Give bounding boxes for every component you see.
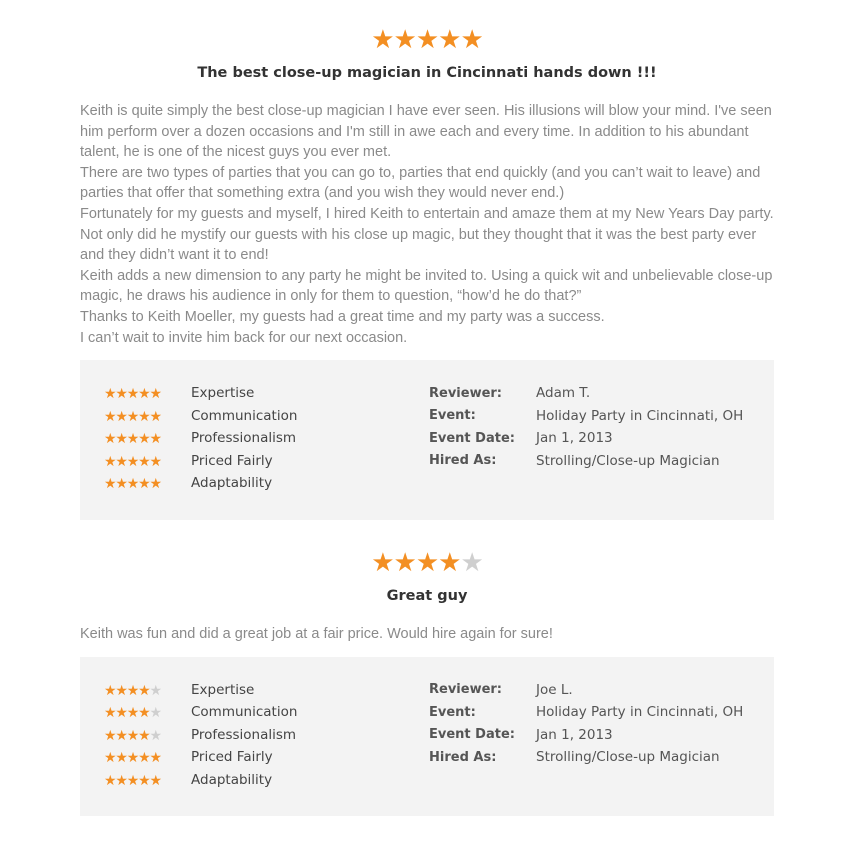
star-icon: ★: [149, 475, 161, 492]
category-label: Professionalism: [191, 726, 297, 743]
star-icon: ★: [149, 681, 161, 698]
category-row: [104, 701, 297, 724]
star-icon: ★: [371, 547, 394, 577]
star-icon: ★: [126, 452, 139, 469]
category-stars: [104, 772, 191, 788]
star-icon: ★: [415, 547, 439, 577]
star-icon: ★: [393, 24, 416, 54]
category-row: [104, 427, 297, 450]
meta-row: [429, 679, 743, 702]
star-icon: ★: [438, 547, 461, 577]
star-icon: ★: [104, 704, 116, 721]
star-icon: ★: [149, 407, 161, 424]
review-paragraph: Fortunately for my guests and myself, I hired Keith to entertain and amaze them at my New Years Day party. Not only did he mystify our guests with his close up magic, but they thought that it was the best party ever and they didn’t want it to end!: [80, 205, 774, 264]
meta-row: [429, 382, 743, 405]
category-stars: [104, 475, 191, 491]
star-icon: ★: [104, 407, 116, 424]
star-icon: ★: [149, 452, 161, 469]
meta-key: Event:: [429, 704, 476, 720]
category-stars: [104, 704, 191, 720]
star-icon: ★: [104, 385, 116, 402]
category-stars: [104, 749, 191, 765]
category-row: [104, 746, 297, 769]
star-icon: ★: [460, 24, 483, 54]
star-icon: ★: [415, 24, 439, 54]
star-icon: ★: [104, 771, 116, 788]
star-icon: ★: [126, 475, 139, 492]
meta-key: Hired As:: [429, 453, 497, 469]
star-icon: ★: [126, 407, 139, 424]
star-icon: ★: [149, 749, 161, 766]
overall-rating: [80, 24, 774, 54]
review-meta: [429, 679, 743, 769]
star-icon: ★: [126, 704, 139, 721]
meta-row: [429, 427, 743, 450]
review-details-panel: [80, 657, 774, 816]
star-icon: ★: [115, 385, 127, 402]
star-icon: ★: [138, 681, 150, 698]
meta-row: [429, 746, 743, 769]
category-row: [104, 472, 297, 495]
category-stars: [104, 385, 191, 401]
star-icon: ★: [126, 749, 139, 766]
star-icon: ★: [149, 726, 161, 743]
review-paragraph: I can’t wait to invite him back for our next occasion.: [80, 329, 408, 346]
star-icon: ★: [393, 547, 416, 577]
category-stars: [104, 453, 191, 469]
star-icon: ★: [138, 726, 150, 743]
category-row: [104, 405, 297, 428]
star-icon: ★: [115, 704, 127, 721]
star-icon: ★: [115, 681, 127, 698]
meta-key: Event Date:: [429, 430, 515, 446]
category-label: Adaptability: [191, 771, 273, 788]
star-icon: ★: [149, 430, 161, 447]
category-ratings: [104, 382, 297, 495]
category-label: Adaptability: [191, 475, 273, 492]
category-label: Communication: [191, 407, 298, 424]
star-icon: ★: [104, 749, 116, 766]
event-name: Holiday Party in Cincinnati, OH: [536, 704, 744, 721]
star-icon: ★: [115, 452, 127, 469]
review-card: [80, 24, 774, 520]
meta-key: Reviewer:: [429, 385, 503, 401]
star-icon: ★: [138, 771, 150, 788]
category-row: [104, 382, 297, 405]
star-icon: ★: [138, 452, 150, 469]
review-meta: [429, 382, 743, 472]
review-paragraph: Thanks to Keith Moeller, my guests had a great time and my party was a success.: [80, 308, 605, 325]
review-body: [80, 624, 774, 645]
review-paragraph: Keith adds a new dimension to any party he might be invited to. Using a quick wit and unbelievable close-up magic, he draws his audience in only for them to question, “how’d he do that?”: [80, 267, 773, 305]
star-icon: ★: [126, 385, 139, 402]
category-label: Professionalism: [191, 430, 297, 447]
review-title: The best close-up magician in Cincinnati hands down !!!: [197, 65, 657, 81]
event-date: Jan 1, 2013: [536, 726, 613, 743]
star-icon: ★: [138, 430, 150, 447]
category-stars: [104, 682, 191, 698]
event-date: Jan 1, 2013: [536, 430, 613, 447]
review-body: [80, 101, 774, 348]
star-icon: ★: [371, 24, 394, 54]
star-icon: ★: [138, 749, 150, 766]
star-icon: ★: [126, 771, 139, 788]
category-label: Priced Fairly: [191, 749, 273, 766]
meta-row: [429, 405, 743, 428]
star-icon: ★: [115, 475, 127, 492]
meta-key: Event:: [429, 408, 476, 424]
category-label: Communication: [191, 704, 298, 721]
review-card: [80, 547, 774, 816]
star-icon: ★: [149, 385, 161, 402]
meta-row: [429, 724, 743, 747]
review-paragraph: Keith is quite simply the best close-up magician I have ever seen. His illusions will blow your mind. I've seen him perform over a dozen occasions and I'm still in awe each and every time. In addition to his abundant talent, he is one of the nicest guys you ever met.: [80, 103, 772, 161]
star-icon: ★: [460, 547, 483, 577]
category-stars: [104, 727, 191, 743]
reviewer-name: Adam T.: [536, 385, 591, 402]
category-stars: [104, 430, 191, 446]
star-icon: ★: [115, 771, 127, 788]
star-icon: ★: [126, 726, 139, 743]
meta-key: Hired As:: [429, 749, 497, 765]
star-icon: ★: [104, 726, 116, 743]
category-row: [104, 769, 297, 792]
star-icon: ★: [104, 681, 116, 698]
category-label: Priced Fairly: [191, 452, 273, 469]
star-icon: ★: [104, 475, 116, 492]
category-stars: [104, 408, 191, 424]
star-icon: ★: [138, 407, 150, 424]
star-icon: ★: [104, 452, 116, 469]
review-title: Great guy: [386, 588, 468, 604]
hired-as: Strolling/Close-up Magician: [536, 749, 720, 766]
meta-key: Reviewer:: [429, 682, 503, 698]
meta-row: [429, 701, 743, 724]
reviewer-name: Joe L.: [536, 681, 573, 698]
star-icon: ★: [104, 430, 116, 447]
star-icon: ★: [149, 771, 161, 788]
category-label: Expertise: [191, 385, 255, 402]
review-paragraph: Keith was fun and did a great job at a fair price. Would hire again for sure!: [80, 626, 553, 642]
category-row: [104, 679, 297, 702]
category-ratings: [104, 679, 297, 792]
review-paragraph: There are two types of parties that you can go to, parties that end quickly (and you can’t wait to leave) and parties that offer that something extra (and you wish they would never end.): [80, 164, 761, 202]
category-row: [104, 450, 297, 473]
star-icon: ★: [438, 24, 461, 54]
star-icon: ★: [115, 726, 127, 743]
star-icon: ★: [138, 475, 150, 492]
category-label: Expertise: [191, 681, 255, 698]
star-icon: ★: [138, 704, 150, 721]
overall-rating: [80, 547, 774, 577]
star-icon: ★: [126, 681, 139, 698]
meta-row: [429, 450, 743, 473]
meta-key: Event Date:: [429, 727, 515, 743]
hired-as: Strolling/Close-up Magician: [536, 452, 720, 469]
event-name: Holiday Party in Cincinnati, OH: [536, 407, 744, 424]
category-row: [104, 724, 297, 747]
star-icon: ★: [149, 704, 161, 721]
star-icon: ★: [138, 385, 150, 402]
star-icon: ★: [115, 749, 127, 766]
star-icon: ★: [126, 430, 139, 447]
star-icon: ★: [115, 430, 127, 447]
review-details-panel: [80, 360, 774, 520]
star-icon: ★: [115, 407, 127, 424]
